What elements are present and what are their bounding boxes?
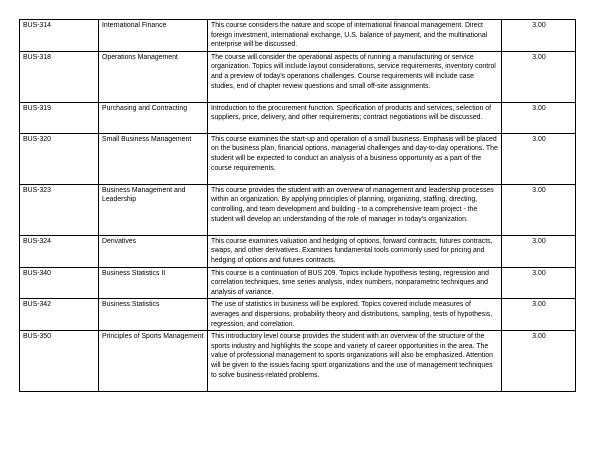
- table-row: [20, 133, 576, 184]
- course-code: BUS-324: [20, 235, 99, 267]
- course-title: Principles of Sports Management: [99, 331, 208, 392]
- course-credits: 3.00: [502, 267, 576, 299]
- course-credits: 3.00: [502, 51, 576, 102]
- course-credits: 3.00: [502, 299, 576, 331]
- course-description: This introductory level course provides the student with an overview of the structure of the sports industry and highlights the scope and variety of career opportunities in the area. The value of professional management to sports organizations will also be emphasized. Attention will be given to the issues facing sport organizations and the use of management techniques to solve business-related problems.: [208, 331, 502, 392]
- course-title: Business Statistics: [99, 299, 208, 331]
- course-description: This course is a continuation of BUS 209. Topics include hypothesis testing, regression and correlation techniques, time series analysis, index numbers, nonparametric techniques and analysis of variance.: [208, 267, 502, 299]
- course-code: BUS-342: [20, 299, 99, 331]
- table-row: [20, 299, 576, 331]
- table-row: [20, 235, 576, 267]
- table-row: [20, 267, 576, 299]
- course-code: BUS-319: [20, 102, 99, 133]
- course-credits: 3.00: [502, 235, 576, 267]
- table-row: [20, 331, 576, 392]
- course-code: BUS-314: [20, 20, 99, 52]
- course-code: BUS-340: [20, 267, 99, 299]
- course-title: International Finance: [99, 20, 208, 52]
- course-credits: 3.00: [502, 184, 576, 235]
- course-credits: 3.00: [502, 20, 576, 52]
- course-title: Derivatives: [99, 235, 208, 267]
- course-credits: 3.00: [502, 331, 576, 392]
- course-description: Introduction to the procurement function. Specification of products and services, selection of suppliers, price, delivery, and other requirements; contract negotiations will be discussed.: [208, 102, 502, 133]
- course-description: This course examines valuation and hedging of options, forward contracts, futures contracts, swaps, and other derivatives. Examines fundamental tools commonly used for pricing and hedging of options and futures contracts.: [208, 235, 502, 267]
- course-credits: 3.00: [502, 133, 576, 184]
- table-row: [20, 184, 576, 235]
- course-title: Business Statistics II: [99, 267, 208, 299]
- course-table: [19, 19, 576, 392]
- course-code: BUS-323: [20, 184, 99, 235]
- course-description: This course provides the student with an overview of management and leadership processes within an organization. By applying principles of planning, organizing, staffing, directing, controlling, and team development and building - to a comprehensive team project - the student will develop an understanding of the role of manager in today's organization.: [208, 184, 502, 235]
- course-description: The course will consider the operational aspects of running a manufacturing or service organization. Topics will include layout considerations, service requirements, inventory control and a preview of today's operations challenges. Course requirements will include case studies, end of chapter review questions and small off-site assignments.: [208, 51, 502, 102]
- course-credits: 3.00: [502, 102, 576, 133]
- course-title: Small Business Management: [99, 133, 208, 184]
- table-row: [20, 51, 576, 102]
- course-code: BUS-320: [20, 133, 99, 184]
- table-row: [20, 102, 576, 133]
- course-description: This course considers the nature and scope of international financial management. Direct foreign investment, international exchange, U.S. balance of payment, and the multinational enterprise will be discussed.: [208, 20, 502, 52]
- course-code: BUS-318: [20, 51, 99, 102]
- course-title: Purchasing and Contracting: [99, 102, 208, 133]
- course-description: This course examines the start-up and operation of a small business. Emphasis will be placed on the business plan, financial options, managerial challenges and day-to-day operations. The student will be expected to conduct an analysis of a business opportunity as a part of the course requirements.: [208, 133, 502, 184]
- course-title: Operations Management: [99, 51, 208, 102]
- course-title: Business Management and Leadership: [99, 184, 208, 235]
- table-row: [20, 20, 576, 52]
- course-code: BUS-350: [20, 331, 99, 392]
- course-description: The use of statistics in business will be explored. Topics covered include measures of averages and dispersions, probability theory and distributions, sampling, tests of hypothesis, regression, and correlation.: [208, 299, 502, 331]
